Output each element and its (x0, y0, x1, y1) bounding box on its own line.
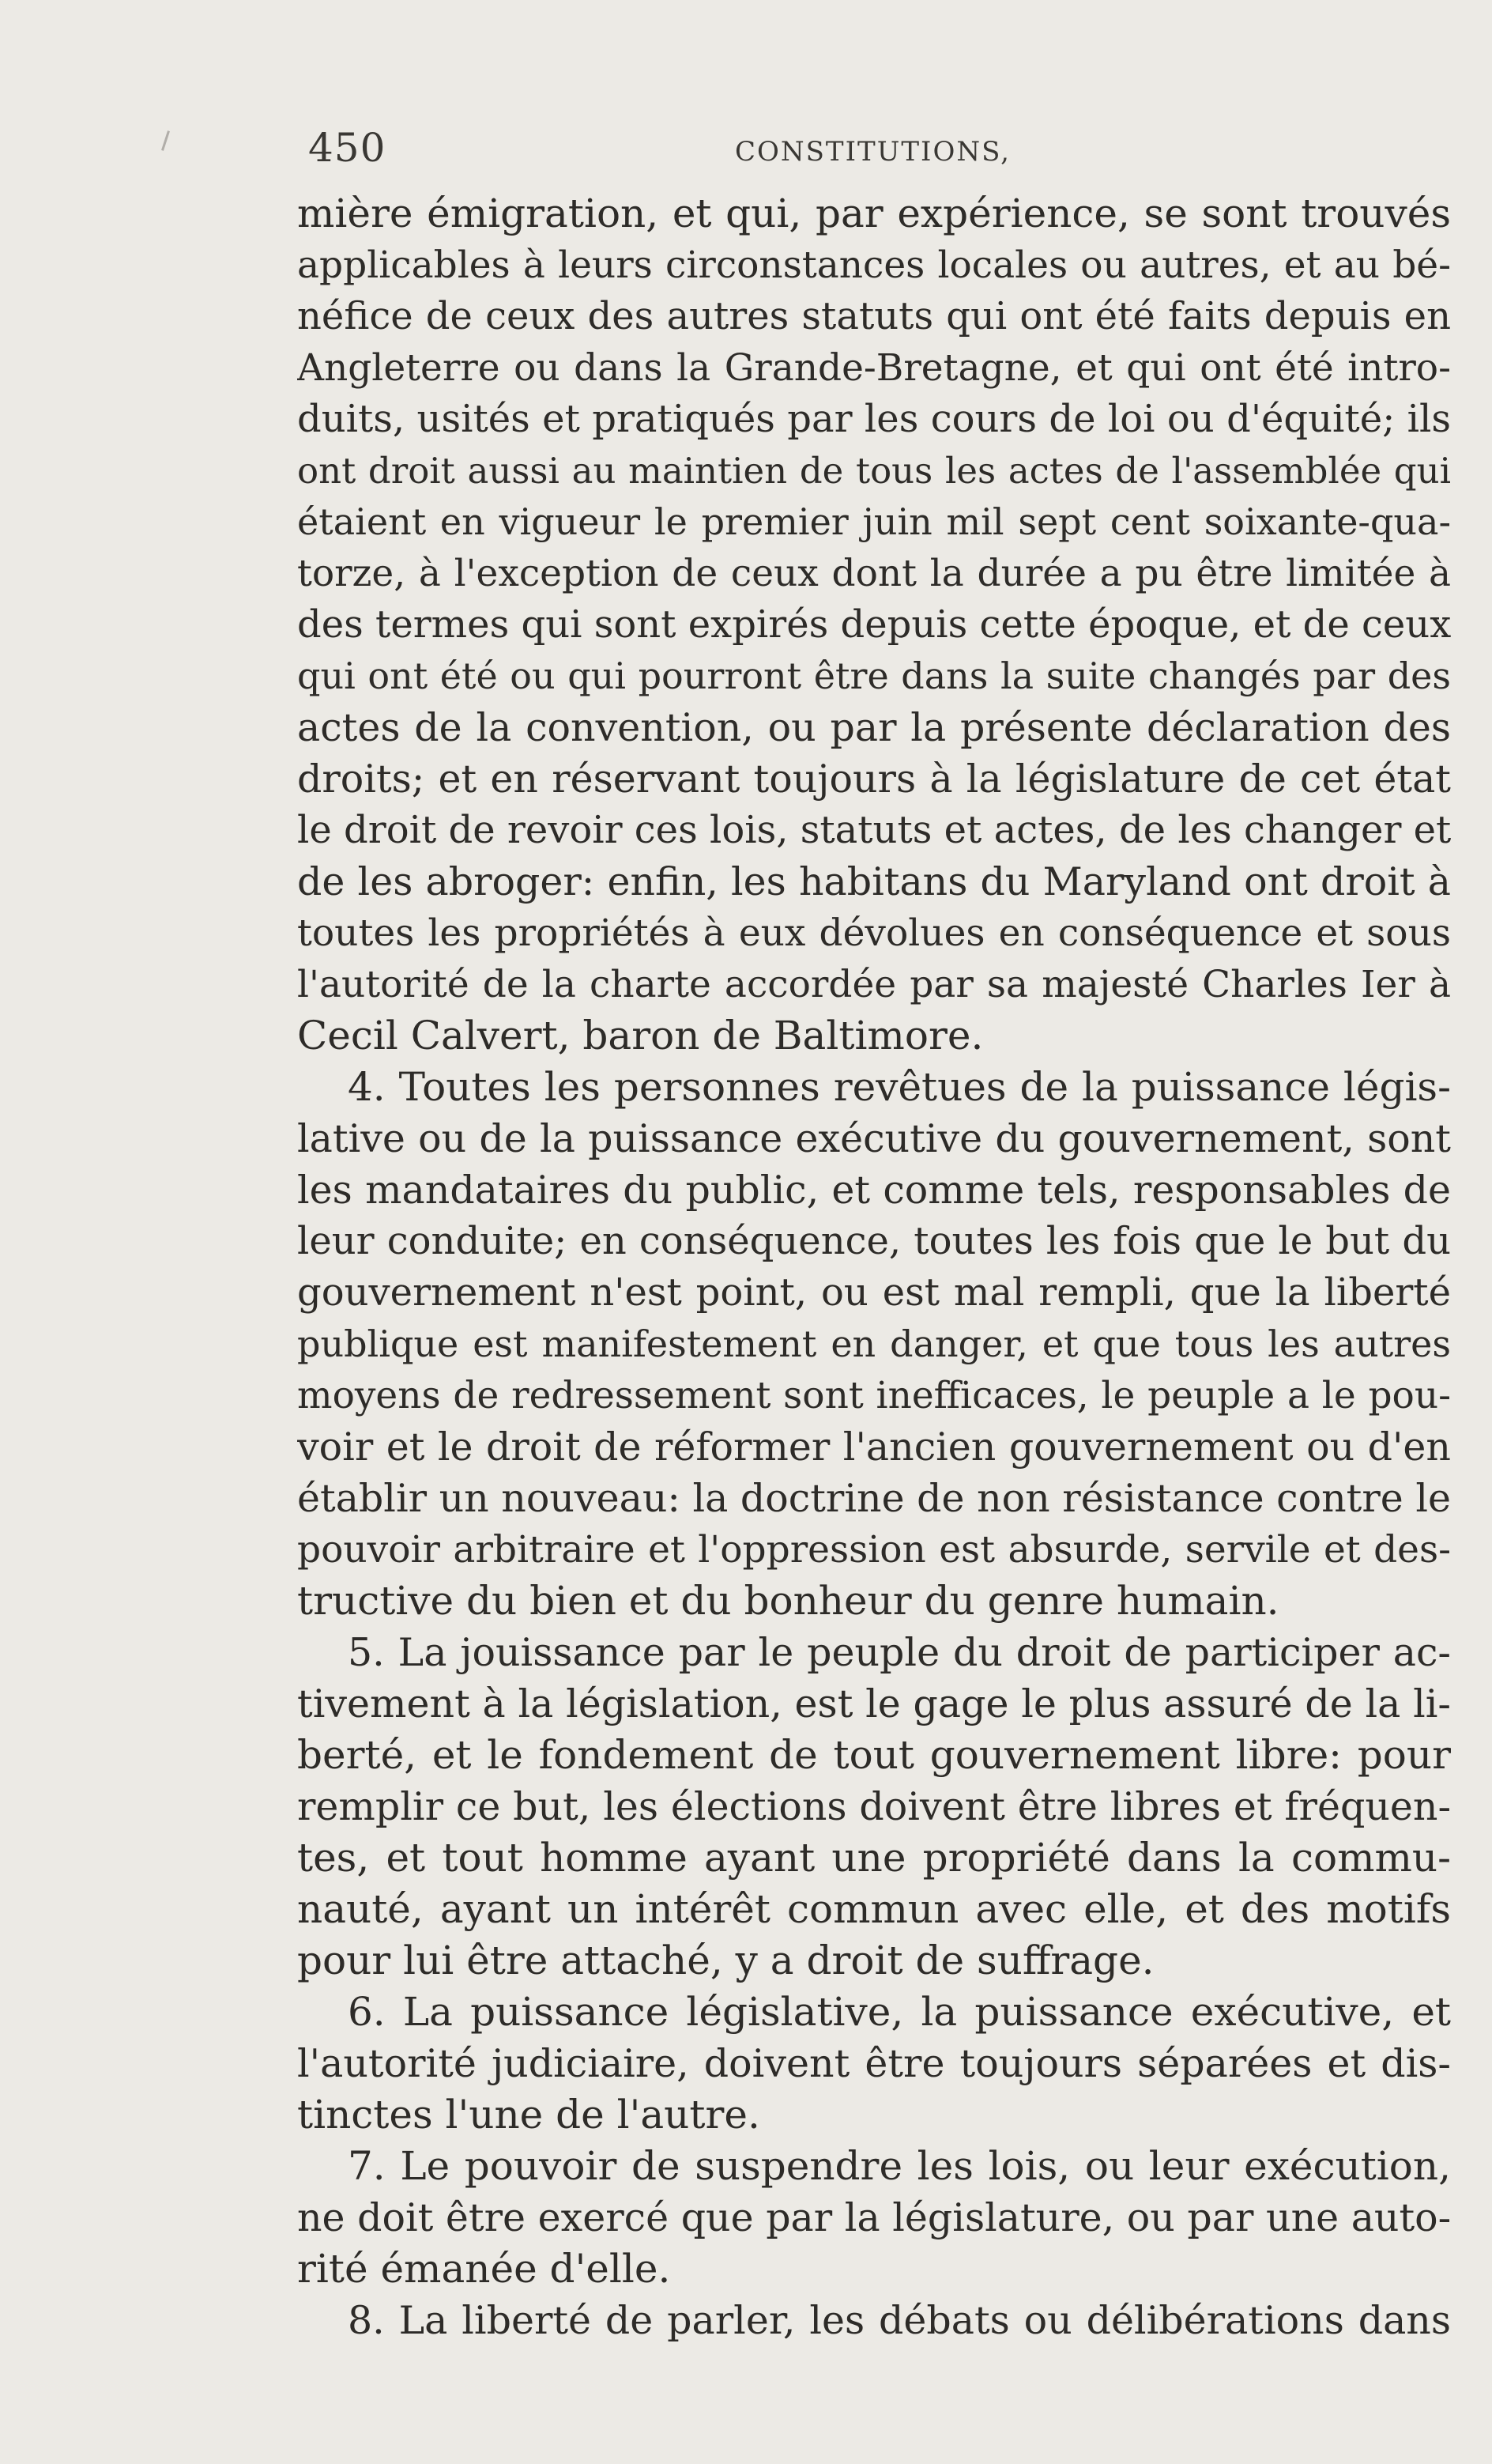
text-line: 5. La jouissance par le peuple du droit de participer ac- (348, 1630, 1451, 1675)
text-line: tes, et tout homme ayant une propriété dans la commu- (297, 1835, 1451, 1881)
text-line: 4. Toutes les personnes revêtues de la puissance légis- (348, 1064, 1451, 1110)
text-line: établir un nouveau: la doctrine de non résistance contre le (297, 1476, 1451, 1521)
text-line: berté, et le fondement de tout gouvernement libre: pour (297, 1732, 1451, 1778)
text-line: lative ou de la puissance exécutive du gouvernement, sont (297, 1116, 1451, 1161)
text-line: tructive du bien et du bonheur du genre humain. (297, 1578, 1279, 1624)
text-line: nauté, ayant un intérêt commun avec elle, et des motifs (297, 1886, 1451, 1932)
text-line: voir et le droit de réformer l'ancien gouvernement ou d'en (297, 1424, 1451, 1470)
text-line: des termes qui sont expirés depuis cette époque, et de ceux (297, 602, 1451, 647)
text-line: Angleterre ou dans la Grande-Bretagne, et qui ont été intro- (297, 346, 1451, 390)
text-line: qui ont été ou qui pourront être dans la suite changés par des (297, 655, 1451, 697)
text-line: gouvernement n'est point, ou est mal rempli, que la liberté (297, 1270, 1451, 1315)
text-line: ne doit être exercé que par la législature, ou par une auto- (297, 2195, 1451, 2240)
text-line: 6. La puissance législative, la puissance exécutive, et (348, 1989, 1451, 2035)
text-line: Cecil Calvert, baron de Baltimore. (297, 1013, 984, 1058)
text-line: tinctes l'une de l'autre. (297, 2092, 760, 2138)
text-line: moyens de redressement sont inefficaces, le peuple a le pou- (297, 1374, 1451, 1417)
running-title: CONSTITUTIONS, (735, 136, 1011, 168)
text-line: 8. La liberté de parler, les débats ou délibérations dans (348, 2298, 1451, 2343)
text-line: leur conduite; en conséquence, toutes les fois que le but du (297, 1219, 1451, 1263)
text-line: de les abroger: enfin, les habitans du Maryland ont droit à (297, 859, 1451, 904)
text-line: néfice de ceux des autres statuts qui ont été faits depuis en (297, 294, 1451, 338)
body-text (297, 188, 1451, 2346)
text-line: actes de la convention, ou par la présente déclaration des (297, 705, 1451, 750)
text-line: ont droit aussi au maintien de tous les actes de l'assemblée qui (297, 450, 1451, 492)
text-line: les mandataires du public, et comme tels, responsables de (297, 1168, 1451, 1213)
text-line: l'autorité judiciaire, doivent être toujours séparées et dis- (297, 2041, 1451, 2086)
text-line: l'autorité de la charte accordée par sa majesté Charles Ier à (297, 963, 1451, 1006)
text-line: duits, usités et pratiqués par les cours de loi ou d'équité; ils (297, 397, 1451, 441)
text-line: étaient en vigueur le premier juin mil sept cent soixante-qua- (297, 500, 1451, 543)
page-header (308, 125, 1462, 180)
text-line: tivement à la législation, est le gage le plus assuré de la li- (297, 1681, 1451, 1726)
text-line: remplir ce but, les élections doivent être libres et fréquen- (297, 1784, 1451, 1829)
margin-mark (161, 130, 170, 151)
text-line: applicables à leurs circonstances locales ou autres, et au bé- (297, 243, 1451, 287)
page-number: 450 (308, 125, 386, 171)
text-line: le droit de revoir ces lois, statuts et actes, de les changer et (297, 808, 1451, 852)
text-line: mière émigration, et qui, par expérience, se sont trouvés (297, 191, 1451, 236)
text-line: pour lui être attaché, y a droit de suffrage. (297, 1938, 1155, 1983)
text-line: 7. Le pouvoir de suspendre les lois, ou leur exécution, (348, 2143, 1451, 2189)
text-line: rité émanée d'elle. (297, 2246, 671, 2292)
text-line: pouvoir arbitraire et l'oppression est absurde, servile et des- (297, 1528, 1451, 1572)
text-line: toutes les propriétés à eux dévolues en conséquence et sous (297, 911, 1451, 955)
text-line: droits; et en réservant toujours à la législature de cet état (297, 757, 1451, 802)
text-line: publique est manifestement en danger, et que tous les autres (297, 1323, 1451, 1365)
text-line: torze, à l'exception de ceux dont la durée a pu être limitée à (297, 552, 1451, 595)
